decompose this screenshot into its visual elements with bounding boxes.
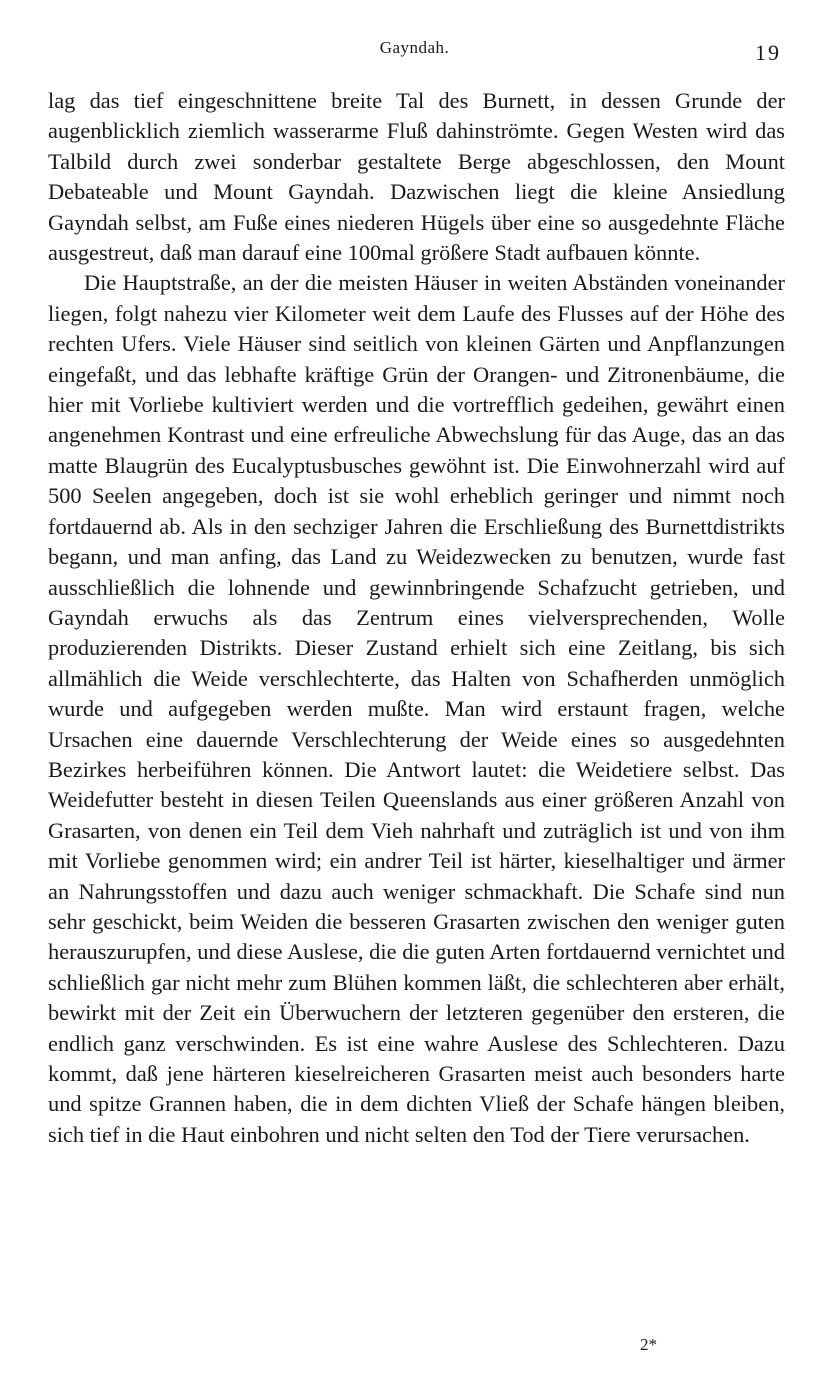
page-header <box>48 38 781 68</box>
page-number: 19 <box>755 40 781 65</box>
body-text <box>48 86 785 1150</box>
paragraph-1: lag das tief eingeschnittene breite Tal des Burnett, in dessen Grunde der augenblicklich ziemlich wasserarme Fluß dahinströmte. Gegen Westen wird das Talbild durch zwei sonderbar gestaltete Berge abgeschlossen, den Mount Debateable und Mount Gayndah. Dazwischen liegt die kleine Ansiedlung Gayndah selbst, am Fuße eines niederen Hügels über eine so ausgedehnte Fläche ausgestreut, daß man darauf eine 100mal größere Stadt aufbauen könnte. <box>48 88 785 266</box>
paragraph-2: Die Hauptstraße, an der die meisten Häuser in weiten Abständen voneinander liegen, folgt nahezu vier Kilometer weit dem Laufe des Flusses auf der Höhe des rechten Ufers. Viele Häuser sind seitlich von kleinen Gärten und Anpflanzungen eingefaßt, und das lebhafte kräftige Grün der Orangen- und Zitronenbäume, die hier mit Vorliebe kultiviert werden und die vortrefflich gedeihen, gewährt einen angenehmen Kontrast und eine erfreuliche Abwechslung für das Auge, das an das matte Blaugrün des Eucalyptusbusches gewöhnt ist. Die Einwohnerzahl wird auf 500 Seelen angegeben, doch ist sie wohl erheblich geringer und nimmt noch fortdauernd ab. Als in den sechziger Jahren die Erschließung des Burnettdistrikts begann, und man anfing, das Land zu Weidezwecken zu benutzen, wurde fast ausschließlich die lohnende und gewinnbringende Schafzucht getrieben, und Gayndah erwuchs als das Zentrum eines vielversprechenden, Wolle produzierenden Distrikts. Dieser Zustand erhielt sich eine Zeitlang, bis sich allmählich die Weide verschlechterte, das Halten von Schafherden unmöglich wurde und aufgegeben werden mußte. Man wird erstaunt fragen, welche Ursachen eine dauernde Verschlechterung der Weide eines so ausgedehnten Bezirkes herbeiführen können. Die Antwort lautet: die Weidetiere selbst. Das Weidefutter besteht in diesen Teilen Queenslands aus einer größeren Anzahl von Grasarten, von denen ein Teil dem Vieh nahrhaft und zuträglich ist und von ihm mit Vorliebe genommen wird; ein andrer Teil ist härter, kieselhaltiger und ärmer an Nahrungsstoffen und dazu auch weniger schmackhaft. Die Schafe sind nun sehr geschickt, beim Weiden die besseren Grasarten zwischen den weniger guten herauszurupfen, und diese Auslese, die die guten Arten fortdauernd vernichtet und schließlich gar nicht mehr zum Blühen kommen läßt, die schlechteren aber erhält, bewirkt mit der Zeit ein Überwuchern der letzteren gegenüber den ersteren, die endlich ganz verschwinden. Es ist eine wahre Auslese des Schlechteren. Dazu kommt, daß jene härteren kieselreicheren Grasarten meist auch besonders harte und spitze Grannen haben, die in dem dichten Vließ der Schafe hängen bleiben, sich tief in die Haut einbohren und nicht selten den Tod der Tiere verursachen. <box>48 270 785 1147</box>
running-title: Gayndah. <box>379 38 450 57</box>
signature-mark: 2* <box>640 1335 657 1354</box>
